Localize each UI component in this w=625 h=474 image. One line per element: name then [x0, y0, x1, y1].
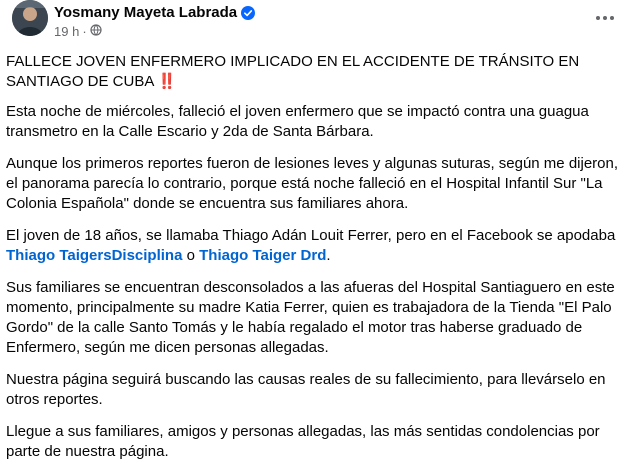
- profile-link-taigers-disciplina[interactable]: Thiago TaigersDisciplina: [6, 247, 183, 264]
- paragraph-1: Esta noche de miércoles, falleció el joven enfermero que se impactó contra una guagua transmetro en la Calle Escario y 2da de Santa Bárbara.: [6, 103, 589, 140]
- post-title: [6, 52, 618, 92]
- double-exclamation-icon: ‼️: [157, 73, 177, 90]
- paragraph-2: Aunque los primeros reportes fueron de lesiones leves y algunas suturas, según me dijeron, el panorama parecía lo contrario, porque está noche falleció en el Hospital Infantil Sur "La Colonia Española" donde se encuentra sus familiares ahora.: [6, 155, 619, 212]
- more-options-button[interactable]: [593, 6, 617, 30]
- paragraph-3-text-middle: o: [182, 247, 200, 264]
- paragraph-6: Llegue a sus familiares, amigos y personas allegadas, las más sentidas condolencias por parte de nuestra página.: [6, 423, 600, 460]
- paragraph-5: Nuestra página seguirá buscando las causas reales de su fallecimiento, para llevárselo en otros reportes.: [6, 371, 606, 408]
- post-title-text: FALLECE JOVEN ENFERMERO IMPLICADO EN EL ACCIDENTE DE TRÁNSITO EN SANTIAGO DE CUBA: [6, 53, 580, 90]
- author-row: [54, 4, 255, 21]
- post-meta: [54, 24, 102, 39]
- avatar[interactable]: [12, 0, 48, 36]
- post-header: [6, 0, 625, 44]
- more-horizontal-icon: [595, 15, 615, 21]
- profile-link-taiger-drd[interactable]: Thiago Taiger Drd: [199, 247, 327, 264]
- post-body: [6, 52, 618, 474]
- paragraph-3-text-end: .: [326, 247, 331, 264]
- meta-separator: ·: [82, 24, 87, 39]
- globe-icon: [90, 24, 102, 39]
- author-name[interactable]: Yosmany Mayeta Labrada: [54, 4, 238, 21]
- paragraph-3-text-start: El joven de 18 años, se llamaba Thiago Adán Louit Ferrer, pero en el Facebook se apodaba: [6, 227, 616, 244]
- paragraph-3: [6, 226, 618, 266]
- post-timestamp[interactable]: 19 h: [54, 24, 80, 39]
- verified-badge-icon: [241, 6, 255, 20]
- paragraph-4: Sus familiares se encuentran desconsolados a las afueras del Hospital Santiaguero en este momento, principalmente su madre Katia Ferrer, quien es trabajadora de la Tienda "El Palo Gordo" de la calle Santo Tomás y le había regalado el motor tras haberse graduado de Enfermero, según me dicen personas allegadas.: [6, 279, 615, 356]
